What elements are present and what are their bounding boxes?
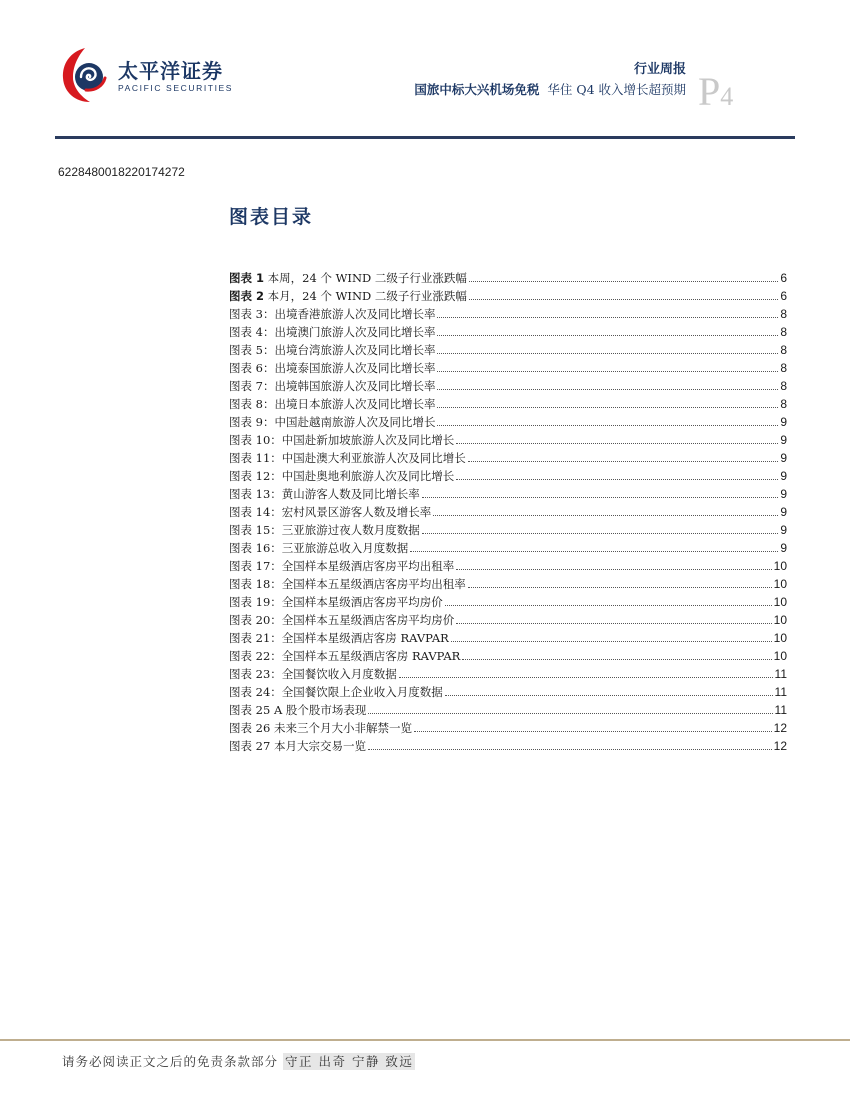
toc-entry-leader bbox=[469, 268, 778, 282]
toc-entry-title: 出境台湾旅游人次及同比增长率 bbox=[274, 343, 436, 357]
toc-entry-number: 图表 2 bbox=[229, 289, 265, 303]
toc-entry-separator: ： bbox=[270, 685, 282, 699]
page-number bbox=[698, 69, 734, 117]
toc-entry-page: 9 bbox=[780, 541, 787, 555]
toc-entry-label bbox=[229, 467, 454, 485]
toc-entry-label bbox=[229, 413, 435, 431]
toc-entry-label bbox=[229, 323, 435, 341]
toc-entry-label bbox=[229, 377, 435, 395]
toc-entry-separator: ： bbox=[270, 649, 282, 663]
toc-entry-label bbox=[229, 575, 466, 593]
toc-entry-title: 全国样本五星级酒店客房 RAVPAR bbox=[281, 649, 461, 663]
toc-entry-number: 图表 21 bbox=[229, 631, 271, 645]
brand-name-cn: 太平洋证券 bbox=[118, 59, 223, 83]
toc-entry-title: 本月大宗交易一览 bbox=[273, 739, 366, 753]
toc-entry-page: 11 bbox=[774, 685, 787, 699]
toc-entry-label bbox=[229, 287, 467, 305]
toc-entry-number: 图表 18 bbox=[229, 577, 271, 591]
toc-entry-title: A 股个股市场表现 bbox=[273, 703, 367, 717]
toc-entry-leader bbox=[437, 322, 778, 336]
toc-entry[interactable] bbox=[229, 466, 787, 484]
toc-entry-title: 本周，24 个 WIND 二级子行业涨跌幅 bbox=[267, 271, 467, 285]
toc-entry-leader bbox=[410, 538, 778, 552]
toc-entry-title: 全国样本星级酒店客房平均出租率 bbox=[281, 559, 455, 573]
document-id: 6228480018220174272 bbox=[58, 165, 185, 179]
toc-entry-page: 9 bbox=[780, 433, 787, 447]
toc-entry-page: 9 bbox=[780, 451, 787, 465]
toc-entry-label bbox=[229, 341, 435, 359]
toc-entry-leader bbox=[368, 736, 772, 750]
toc-entry-leader bbox=[468, 574, 772, 588]
toc-entry-separator: ： bbox=[270, 433, 282, 447]
footer-motto: 守正 出奇 宁静 致远 bbox=[285, 1054, 414, 1069]
toc-entry-separator: ： bbox=[270, 451, 282, 465]
toc-entry-leader bbox=[456, 556, 771, 570]
toc-entry-leader bbox=[399, 664, 773, 678]
toc-entry-number: 图表 5 bbox=[229, 343, 263, 357]
toc-entry-label bbox=[229, 503, 431, 521]
toc-entry-number: 图表 15 bbox=[229, 523, 271, 537]
toc-entry-number: 图表 6 bbox=[229, 361, 263, 375]
toc-entry-label bbox=[229, 593, 443, 611]
toc-entry-page: 8 bbox=[780, 379, 787, 393]
toc-entry-leader bbox=[445, 592, 772, 606]
toc-entry-number: 图表 1 bbox=[229, 271, 265, 285]
toc-entry[interactable] bbox=[229, 484, 787, 502]
toc-entry-number: 图表 24 bbox=[229, 685, 271, 699]
toc-entry-label bbox=[229, 539, 408, 557]
toc-entry-label bbox=[229, 305, 435, 323]
toc-entry-label bbox=[229, 485, 420, 503]
toc-entry-leader bbox=[456, 610, 771, 624]
toc-entry-number: 图表 17 bbox=[229, 559, 271, 573]
toc-entry-page: 10 bbox=[773, 649, 787, 663]
toc-entry-number: 图表 27 bbox=[229, 739, 271, 753]
toc-entry-page: 8 bbox=[780, 307, 787, 321]
toc-entry-page: 11 bbox=[774, 667, 787, 681]
toc-entry-title: 中国赴新加坡旅游人次及同比增长 bbox=[281, 433, 455, 447]
toc-entry-number: 图表 7 bbox=[229, 379, 263, 393]
toc-entry-number: 图表 3 bbox=[229, 307, 263, 321]
toc-entry-number: 图表 26 bbox=[229, 721, 271, 735]
toc-entry[interactable] bbox=[229, 322, 787, 340]
toc-entry-separator: ： bbox=[270, 541, 282, 555]
toc-entry-label bbox=[229, 737, 366, 755]
toc-entry-leader bbox=[437, 412, 778, 426]
toc-entry-title: 出境香港旅游人次及同比增长率 bbox=[274, 307, 436, 321]
toc-entry-label bbox=[229, 269, 467, 287]
toc-entry[interactable] bbox=[229, 394, 787, 412]
toc-entry-page: 9 bbox=[780, 487, 787, 501]
toc-entry-number: 图表 13 bbox=[229, 487, 271, 501]
toc-entry[interactable] bbox=[229, 736, 787, 754]
toc-entry-title: 出境韩国旅游人次及同比增长率 bbox=[274, 379, 436, 393]
toc-entry-page: 6 bbox=[780, 289, 787, 303]
toc-entry-title: 出境澳门旅游人次及同比增长率 bbox=[274, 325, 436, 339]
toc-entry-page: 9 bbox=[780, 469, 787, 483]
toc-entry-page: 8 bbox=[780, 325, 787, 339]
toc-entry-page: 8 bbox=[780, 361, 787, 375]
toc-entry-separator: ： bbox=[270, 469, 282, 483]
toc-entry-leader bbox=[445, 682, 773, 696]
toc-entry-title: 中国赴奥地利旅游人次及同比增长 bbox=[281, 469, 455, 483]
toc-entry-number: 图表 4 bbox=[229, 325, 263, 339]
toc-entry-leader bbox=[414, 718, 772, 732]
toc-entry-separator: ： bbox=[270, 505, 282, 519]
toc-entry[interactable] bbox=[229, 430, 787, 448]
toc-entry[interactable] bbox=[229, 376, 787, 394]
toc-entry-number: 图表 8 bbox=[229, 397, 263, 411]
toc-list bbox=[229, 268, 787, 754]
toc-entry[interactable] bbox=[229, 412, 787, 430]
toc-entry-number: 图表 19 bbox=[229, 595, 271, 609]
toc-entry-page: 10 bbox=[773, 631, 787, 645]
toc-entry[interactable] bbox=[229, 628, 787, 646]
footer bbox=[62, 1052, 415, 1070]
toc-entry[interactable] bbox=[229, 592, 787, 610]
footer-disclaimer: 请务必阅读正文之后的免责条款部分 bbox=[62, 1054, 279, 1069]
report-type: 行业周报 bbox=[633, 62, 686, 77]
toc-entry[interactable] bbox=[229, 682, 787, 700]
toc-entry-title: 全国餐饮限上企业收入月度数据 bbox=[281, 685, 443, 699]
toc-entry-label bbox=[229, 521, 420, 539]
toc-entry-separator: ： bbox=[262, 397, 275, 411]
toc-entry-number: 图表 10 bbox=[229, 433, 271, 447]
toc-entry-title: 中国赴越南旅游人次及同比增长 bbox=[274, 415, 436, 429]
toc-entry-leader bbox=[422, 520, 779, 534]
toc-entry-label bbox=[229, 395, 435, 413]
toc-entry-leader bbox=[437, 394, 778, 408]
toc-entry-page: 11 bbox=[774, 703, 787, 717]
report-title-main: 国旅中标大兴机场免税 bbox=[414, 82, 540, 97]
toc-heading: 图表目录 bbox=[229, 206, 314, 228]
toc-entry-title: 全国样本星级酒店客房 RAVPAR bbox=[281, 631, 449, 645]
toc-entry-page: 10 bbox=[773, 613, 787, 627]
toc-entry-title: 三亚旅游总收入月度数据 bbox=[281, 541, 409, 555]
toc-entry-page: 8 bbox=[780, 397, 787, 411]
toc-entry-label bbox=[229, 701, 366, 719]
toc-entry-separator: ： bbox=[262, 361, 275, 375]
toc-entry-separator: ： bbox=[262, 325, 275, 339]
toc-entry-number: 图表 11 bbox=[229, 451, 271, 465]
toc-entry-page: 10 bbox=[773, 559, 787, 573]
toc-entry-title: 宏村风景区游客人数及增长率 bbox=[281, 505, 432, 519]
toc-entry-separator: ： bbox=[270, 595, 282, 609]
page-number-value: 4 bbox=[720, 82, 734, 111]
toc-entry-number: 图表 12 bbox=[229, 469, 271, 483]
toc-entry-separator: ： bbox=[262, 343, 275, 357]
toc-entry[interactable] bbox=[229, 664, 787, 682]
toc-entry-number: 图表 25 bbox=[229, 703, 271, 717]
toc-entry-separator: ： bbox=[270, 667, 282, 681]
toc-entry-label bbox=[229, 629, 449, 647]
toc-entry-page: 10 bbox=[773, 595, 787, 609]
toc-entry-label bbox=[229, 683, 443, 701]
brand-block bbox=[118, 60, 233, 93]
toc-entry-page: 12 bbox=[773, 739, 787, 753]
toc-entry-number: 图表 22 bbox=[229, 649, 271, 663]
toc-entry[interactable] bbox=[229, 556, 787, 574]
toc-entry-title: 出境日本旅游人次及同比增长率 bbox=[274, 397, 436, 411]
toc-entry-title: 未来三个月大小非解禁一览 bbox=[273, 721, 412, 735]
toc-entry-title: 全国样本星级酒店客房平均房价 bbox=[281, 595, 443, 609]
toc-entry-label bbox=[229, 431, 454, 449]
toc-entry-leader bbox=[437, 304, 778, 318]
toc-entry[interactable] bbox=[229, 646, 787, 664]
toc-entry-number: 图表 16 bbox=[229, 541, 271, 555]
toc-entry-leader bbox=[437, 358, 778, 372]
toc-entry-title: 全国餐饮收入月度数据 bbox=[281, 667, 397, 681]
toc-entry-separator: ： bbox=[270, 523, 282, 537]
toc-entry-leader bbox=[437, 376, 778, 390]
toc-entry-label bbox=[229, 719, 412, 737]
toc-entry-title: 三亚旅游过夜人数月度数据 bbox=[281, 523, 420, 537]
toc-entry-separator: ： bbox=[270, 487, 282, 501]
toc-entry-page: 9 bbox=[780, 505, 787, 519]
toc-entry-page: 9 bbox=[780, 415, 787, 429]
page-number-prefix: P bbox=[698, 69, 721, 114]
toc-entry-page: 12 bbox=[773, 721, 787, 735]
toc-entry-separator: ： bbox=[262, 307, 275, 321]
toc-entry-number: 图表 9 bbox=[229, 415, 263, 429]
toc-entry[interactable] bbox=[229, 268, 787, 286]
toc-entry-separator: ： bbox=[270, 559, 282, 573]
toc-entry-leader bbox=[437, 340, 778, 354]
toc-entry-leader bbox=[368, 700, 772, 714]
toc-entry-number: 图表 20 bbox=[229, 613, 271, 627]
toc-entry-separator: ： bbox=[262, 379, 275, 393]
toc-entry-leader bbox=[451, 628, 772, 642]
toc-entry-page: 8 bbox=[780, 343, 787, 357]
toc-entry-page: 9 bbox=[780, 523, 787, 537]
toc-entry-title: 全国样本五星级酒店客房平均房价 bbox=[281, 613, 455, 627]
toc-entry-page: 10 bbox=[773, 577, 787, 591]
pacific-securities-logo-icon bbox=[60, 46, 110, 104]
toc-entry-leader bbox=[468, 448, 779, 462]
toc-entry[interactable] bbox=[229, 610, 787, 628]
toc-entry-title: 本月，24 个 WIND 二级子行业涨跌幅 bbox=[267, 289, 467, 303]
toc-entry-label bbox=[229, 449, 466, 467]
toc-entry-leader bbox=[456, 430, 778, 444]
toc-entry-title: 黄山游客人数及同比增长率 bbox=[281, 487, 420, 501]
toc-entry[interactable] bbox=[229, 538, 787, 556]
footer-divider bbox=[0, 1039, 850, 1041]
toc-entry[interactable] bbox=[229, 340, 787, 358]
toc-entry-title: 全国样本五星级酒店客房平均出租率 bbox=[281, 577, 466, 591]
toc-entry-number: 图表 23 bbox=[229, 667, 271, 681]
toc-entry-leader bbox=[433, 502, 778, 516]
toc-entry-title: 出境泰国旅游人次及同比增长率 bbox=[274, 361, 436, 375]
toc-entry[interactable] bbox=[229, 700, 787, 718]
toc-entry[interactable] bbox=[229, 574, 787, 592]
brand-name-en: PACIFIC SECURITIES bbox=[118, 83, 234, 93]
toc-entry-separator: ： bbox=[262, 415, 275, 429]
toc-entry[interactable] bbox=[229, 304, 787, 322]
header-divider bbox=[55, 136, 795, 139]
toc-entry-label bbox=[229, 557, 454, 575]
toc-entry-label bbox=[229, 611, 454, 629]
report-title-sub: 华住 Q4 收入增长超预期 bbox=[547, 82, 686, 97]
toc-entry[interactable] bbox=[229, 286, 787, 304]
report-title bbox=[414, 80, 686, 98]
toc-entry-leader bbox=[469, 286, 778, 300]
toc-entry-label bbox=[229, 359, 435, 377]
toc-entry[interactable] bbox=[229, 502, 787, 520]
toc-entry-separator: ： bbox=[270, 631, 282, 645]
toc-entry-number: 图表 14 bbox=[229, 505, 271, 519]
toc-entry[interactable] bbox=[229, 520, 787, 538]
toc-entry-page: 6 bbox=[780, 271, 787, 285]
toc-entry-title: 中国赴澳大利亚旅游人次及同比增长 bbox=[281, 451, 466, 465]
toc-entry-separator: ： bbox=[270, 577, 282, 591]
toc-entry[interactable] bbox=[229, 718, 787, 736]
toc-entry-label bbox=[229, 647, 460, 665]
toc-entry-leader bbox=[462, 646, 771, 660]
toc-entry[interactable] bbox=[229, 358, 787, 376]
toc-entry[interactable] bbox=[229, 448, 787, 466]
toc-entry-leader bbox=[422, 484, 779, 498]
toc-entry-separator: ： bbox=[270, 613, 282, 627]
toc-entry-label bbox=[229, 665, 397, 683]
toc-entry-leader bbox=[456, 466, 778, 480]
